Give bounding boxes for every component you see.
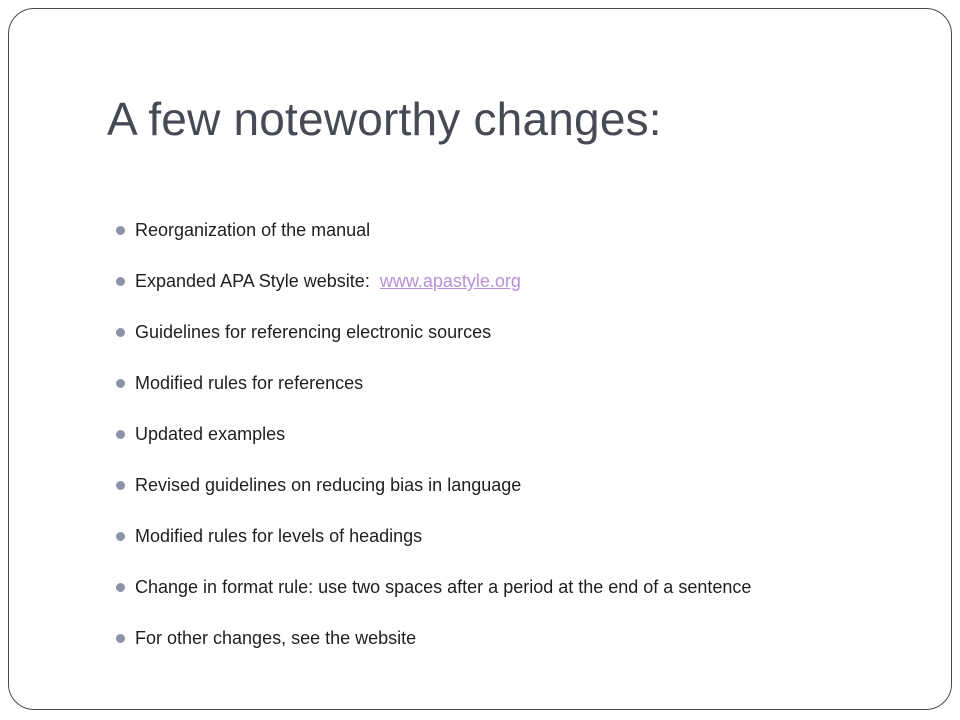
bullet-marker-icon [116,532,125,541]
bullet-marker-icon [116,226,125,235]
bullet-item [107,358,751,409]
bullet-text: Modified rules for levels of headings [135,526,423,546]
slide [8,8,952,710]
bullet-text: Guidelines for referencing electronic sources [135,322,492,342]
bullet-item [107,307,751,358]
bullet-text: Expanded APA Style website: [135,271,370,291]
bullet-text: Revised guidelines on reducing bias in language [135,475,522,495]
bullet-marker-icon [116,379,125,388]
slide-title: A few noteworthy changes: [107,93,662,145]
bullet-marker-icon [116,634,125,643]
bullet-text: Reorganization of the manual [135,220,371,240]
bullet-item [107,613,751,664]
bullet-marker-icon [116,583,125,592]
bullet-item [107,511,751,562]
bullet-marker-icon [116,277,125,286]
bullet-item [107,460,751,511]
bullet-marker-icon [116,328,125,337]
bullet-text: Modified rules for references [135,373,364,393]
bullet-list [107,205,751,664]
bullet-item [107,409,751,460]
bullet-text: For other changes, see the website [135,628,417,648]
apastyle-website-link[interactable]: www.apastyle.org [379,271,521,291]
bullet-item [107,562,751,613]
bullet-item [107,256,751,307]
bullet-marker-icon [116,430,125,439]
bullet-text: Change in format rule: use two spaces after a period at the end of a sentence [135,577,752,597]
bullet-marker-icon [116,481,125,490]
bullet-text: Updated examples [135,424,286,444]
bullet-item [107,205,751,256]
